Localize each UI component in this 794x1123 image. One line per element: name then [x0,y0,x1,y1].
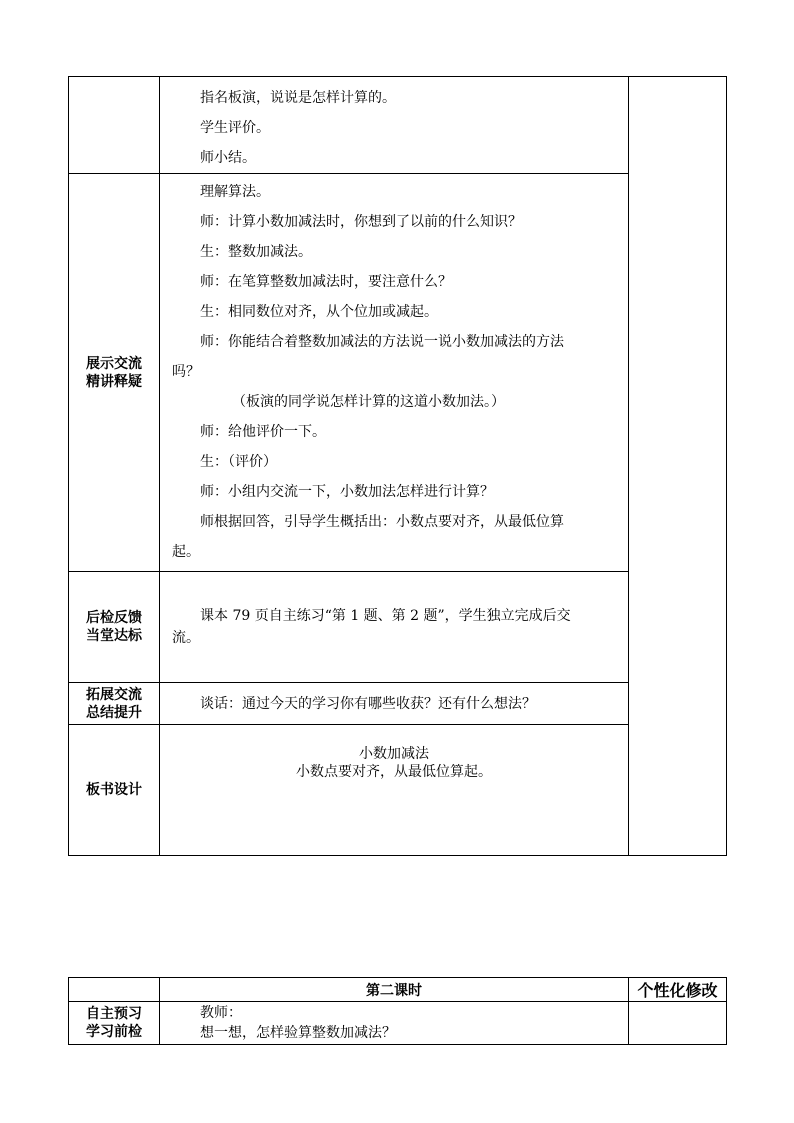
board-design-cell [160,725,629,856]
board-title: 小数加减法 [359,746,429,762]
row-label [69,725,160,856]
label-line: 展示交流 [86,355,142,372]
notes-column [629,77,727,856]
label-line: 自主预习 [86,1006,142,1022]
label-line: 学习前检 [86,1024,142,1040]
table-row [69,572,727,683]
table-row [69,725,727,856]
content-line: 师：小组内交流一下，小数加法怎样进行计算？ [200,484,494,500]
row-content-cell [160,1002,629,1045]
table-row [69,174,727,572]
content-line: 师：给他评价一下。 [200,424,326,440]
content-line: 师：你能结合着整数加减法的方法说一说小数加减法的方法 [200,334,564,350]
content-line: 师根据回答，引导学生概括出：小数点要对齐，从最低位算 [200,514,564,530]
row-content-cell [160,77,629,174]
notes-header: 个性化修改 [629,978,727,1002]
row-label [69,1002,160,1045]
content-line: 吗？ [172,364,200,380]
content-line: 学生评价。 [200,120,270,136]
table-header-row [69,978,727,1002]
content-line: 师小结。 [200,150,256,166]
content-line: 师：在笔算整数加减法时，要注意什么？ [200,274,452,290]
board-rule: 小数点要对齐，从最低位算起。 [296,764,492,780]
table-row [69,1002,727,1045]
row-content-cell [160,572,629,683]
content-line: 谈话：通过今天的学习你有哪些收获？还有什么想法？ [200,695,536,712]
content-line: 起。 [172,544,200,560]
label-line: 精讲释疑 [86,373,142,390]
header-empty-cell [69,978,160,1002]
row-label [69,174,160,572]
label-line: 拓展交流 [86,686,142,703]
content-line: 师：计算小数加减法时，你想到了以前的什么知识？ [200,214,522,230]
lesson-table-2 [68,977,727,1045]
content-line: 生：（评价） [200,454,277,470]
label-line: 总结提升 [86,704,142,721]
row-content-cell [160,174,629,572]
content-line: 生：相同数位对齐，从个位加或减起。 [200,304,438,320]
content-line: 想一想，怎样验算整数加减法？ [200,1025,396,1041]
content-line: 生：整数加减法。 [200,244,312,260]
lesson-table-1 [68,76,727,856]
content-line: 理解算法。 [200,184,270,200]
content-line: 指名板演，说说是怎样计算的。 [200,90,396,106]
table-row [69,683,727,725]
row-label-cell [69,77,160,174]
row-content-cell [160,683,629,725]
section-title: 第二课时 [160,978,629,1002]
content-line: 课本 79 页自主练习“第 1 题、第 2 题”，学生独立完成后交 [200,608,571,624]
content-line: 流。 [172,630,200,646]
label-line: 板书设计 [86,782,142,798]
row-label [69,572,160,683]
notes-cell [629,1002,727,1045]
table-row [69,77,727,174]
label-line: 当堂达标 [86,628,142,644]
content-line: 教师： [200,1005,242,1021]
label-line: 后检反馈 [86,610,142,626]
row-label [69,683,160,725]
content-line: （板演的同学说怎样计算的这道小数加法。） [232,394,505,410]
